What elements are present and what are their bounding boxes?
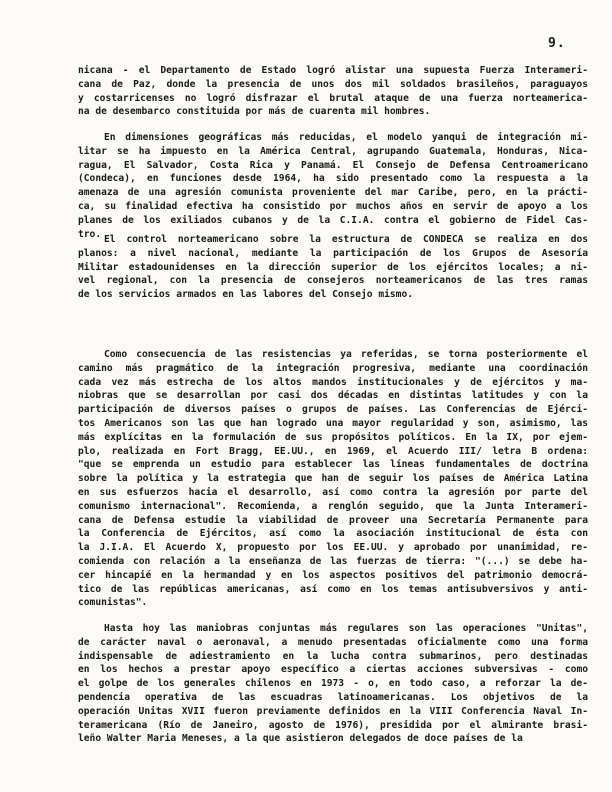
text-line: tos Americanos son las que han logrado una mayor regularidad y son, asimismo, las	[78, 417, 588, 429]
text-line: cer hincapié en la hermandad y en los aspectos positivos del patrimonio democrá-	[78, 569, 588, 581]
text-line: teramericana (Río de Janeiro, agosto de 1976), presidida por el almirante brasi-	[78, 719, 588, 731]
text-line: sobre la política y la estrategia que han de seguir los países de América Latina	[78, 473, 588, 485]
text-line: niobras que se desarrollan por casi dos décadas en distintas latitudes y con la	[78, 390, 588, 402]
text-line: camino más pragmático de la integración progresiva, mediante una coordinación	[78, 362, 588, 374]
text-line: de carácter naval o aeronaval, a menudo presentadas oficialmente como una forma	[78, 636, 588, 648]
text-line: ragua, El Salvador, Costa Rica y Panamá. El Consejo de Defensa Centroamericano	[78, 159, 588, 171]
text-line: Hasta hoy las maniobras conjuntas más regulares son las operaciones "Unitas",	[104, 623, 588, 634]
text-line: Como consecuencia de las resistencias ya referidas, se torna posteriormente el	[104, 349, 588, 360]
paragraph-1	[78, 64, 588, 119]
text-line: leño Walter Maria Meneses, a la que asistieron delegados de doce países de la	[78, 733, 523, 745]
page-number: 9.	[548, 36, 566, 51]
text-line: ca, su finalidad efectiva ha consistido por muchos años en servir de apoyo a los	[78, 200, 588, 212]
text-line: vel regional, con la presencia de consejeros norteamericanos de las tres ramas	[78, 275, 588, 287]
text-line: cana de Defensa estudie la viabilidad de proveer una Secretaría Permanente para	[78, 514, 588, 526]
text-line: planes de los exiliados cubanos y de la C.I.A. contra el gobierno de Fidel Cas-	[78, 214, 588, 226]
text-line: na de desembarco constituida por más de cuarenta mil hombres.	[78, 106, 431, 118]
paragraph-5	[78, 622, 588, 746]
text-line: indispensable de adiestramiento en la lucha contra submarinos, pero destinadas	[78, 650, 588, 662]
text-line: En dimensiones geográficas más reducidas, el modelo yanqui de integración mi-	[104, 132, 588, 143]
text-line: operación Unitas XVII fueron previamente definidos en la VIII Conferencia Naval In-	[78, 705, 588, 717]
text-line: "que se emprenda un estudio para establecer las líneas fundamentales de doctrina	[78, 459, 588, 471]
text-line: plo, realizada en Fort Bragg, EE.UU., en 1969, el Acuerdo III/ letra B ordena:	[78, 445, 588, 457]
text-line: de los servicios armados en las labores del Consejo mismo.	[78, 289, 414, 301]
text-line: pendencia operativa de las escuadras latinoamericanas. Los objetivos de la	[78, 691, 588, 703]
text-line: comunismo internacional". Recomienda, a renglón seguido, que la Junta Interameri-	[78, 500, 588, 512]
text-line: planos: a nivel nacional, mediante la participación de los Grupos de Asesoría	[78, 247, 588, 259]
text-line: el golpe de los generales chilenos en 1973 - o, en todo caso, a reforzar la de-	[78, 678, 588, 690]
text-line: cada vez más estrecha de los altos mandos institucionales y de ejércitos y ma-	[78, 376, 588, 388]
text-line: más explícitas en la formulación de sus propósitos políticos. En la IX, por ejem-	[78, 431, 588, 443]
paragraph-4	[78, 348, 588, 610]
text-line: comunistas".	[78, 597, 148, 609]
text-line: amenaza de una agresión comunista proveniente del mar Caribe, pero, en la prácti-	[78, 187, 588, 199]
text-line: tro.	[78, 228, 102, 240]
text-line: tico de las repúblicas americanas, así como en los temas antisubversivos y anti-	[78, 583, 588, 595]
text-line: la Conferencia de Ejércitos, así como la asociación institucional de ésta con	[78, 528, 588, 540]
text-line: Militar estadounidenses en la dirección superior de los ejércitos locales; a ni-	[78, 261, 588, 273]
paragraph-3	[78, 233, 588, 302]
text-line: en sus esfuerzos hacia el desarrollo, así como contra la agresión por parte del	[78, 486, 588, 498]
text-line: cana de Paz, donde la presencia de unos dos mil soldados brasileños, paraguayos	[78, 78, 588, 90]
text-line: la J.I.A. El Acuerdo X, propuesto por los EE.UU. y aprobado por unanimidad, re-	[78, 542, 588, 554]
text-line: y costarricenses no logró disfrazar el brutal ataque de una fuerza norteamerica-	[78, 92, 588, 104]
text-line: litar se ha impuesto en la América Central, agrupando Guatemala, Honduras, Nica-	[78, 145, 588, 157]
text-line: participación de diversos países o grupos de países. Las Conferencias de Ejérci-	[78, 404, 588, 416]
text-line: El control norteamericano sobre la estructura de CONDECA se realiza en dos	[104, 234, 588, 245]
text-line: nicana - el Departamento de Estado logró alistar una supuesta Fuerza Interameri-	[78, 65, 588, 76]
text-line: (Condeca), en funciones desde 1964, ha sido presentado como la respuesta a la	[78, 173, 588, 185]
text-line: comienda con relación a la enseñanza de las fuerzas de tierra: "(...) se debe ha-	[78, 555, 588, 567]
text-line: en los hechos a prestar apoyo específico a ciertas acciones subversivas - como	[78, 664, 588, 676]
paragraph-2	[78, 131, 588, 241]
